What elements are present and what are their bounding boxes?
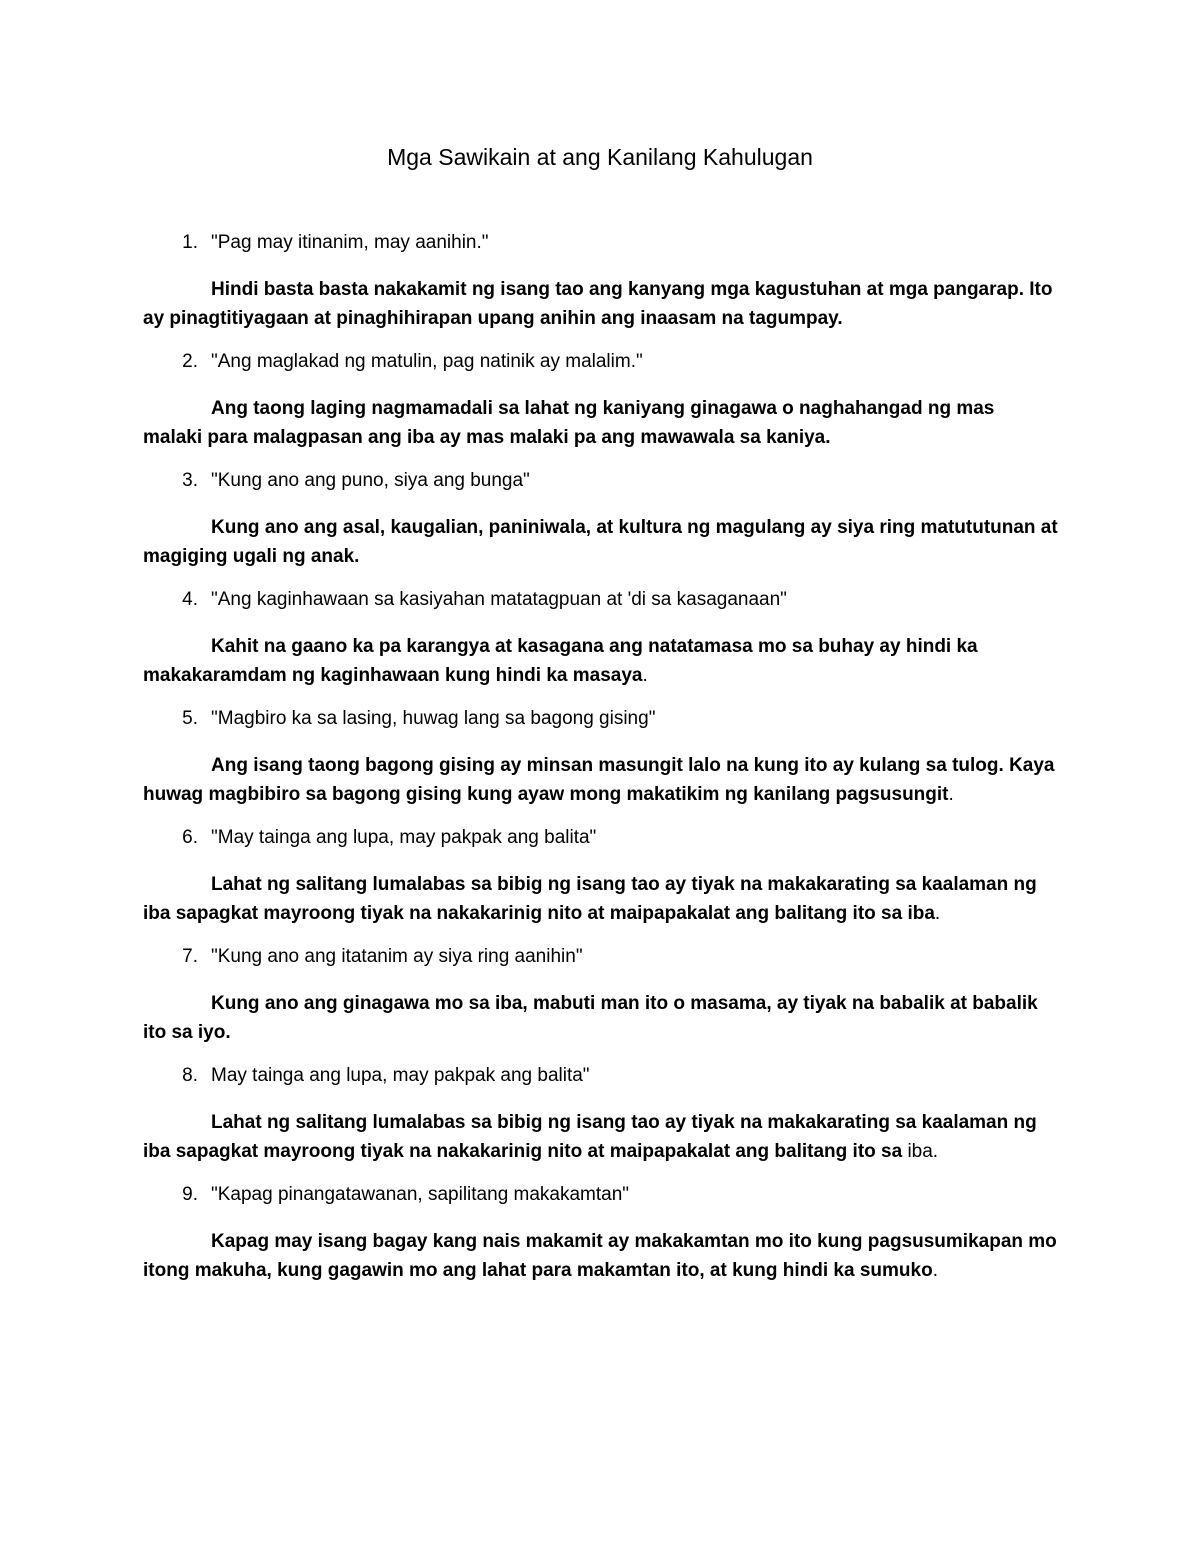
meaning-body: Kahit na gaano ka pa karangya at kasagana ang natatamasa mo sa buhay ay hindi ka makakaramdam ng kaginhawaan kung hindi ka masaya xyxy=(143,636,978,686)
list-item xyxy=(0,1180,1200,1285)
item-number: 7. xyxy=(182,946,198,967)
saying-text: "Kung ano ang itatanim ay siya ring aanihin" xyxy=(211,946,583,967)
saying-row xyxy=(0,1180,1200,1210)
meaning-tail: iba. xyxy=(902,1141,939,1162)
meaning-tail: . xyxy=(932,1260,938,1281)
saying-row xyxy=(0,347,1200,377)
meaning-body: Hindi basta basta nakakamit ng isang tao ang kanyang mga kagustuhan at mga pangarap. Ito ay pinagtitiyagaan at pinaghihirapan upang anihin ang inaasam na tagumpay. xyxy=(143,279,1053,329)
sayings-list xyxy=(0,228,1200,1285)
list-item xyxy=(0,347,1200,452)
item-number: 9. xyxy=(182,1184,198,1205)
saying-row xyxy=(0,1061,1200,1091)
meaning-tail: . xyxy=(642,665,648,686)
meaning-text xyxy=(0,1227,1058,1285)
item-number: 3. xyxy=(182,470,198,491)
meaning-text xyxy=(0,275,1058,333)
list-item xyxy=(0,942,1200,1047)
meaning-text xyxy=(0,513,1058,571)
saying-row xyxy=(0,823,1200,853)
item-number: 2. xyxy=(182,351,198,372)
item-number: 5. xyxy=(182,708,198,729)
meaning-text xyxy=(0,870,1058,928)
item-number: 4. xyxy=(182,589,198,610)
item-number: 8. xyxy=(182,1065,198,1086)
saying-text: "Ang kaginhawaan sa kasiyahan matatagpuan at 'di sa kasaganaan" xyxy=(211,589,787,610)
saying-text: "Magbiro ka sa lasing, huwag lang sa bagong gising" xyxy=(211,708,656,729)
list-item xyxy=(0,585,1200,690)
meaning-text xyxy=(0,751,1058,809)
meaning-body: Kung ano ang asal, kaugalian, paniniwala, at kultura ng magulang ay siya ring matututunan at magiging ugali ng anak. xyxy=(143,517,1058,567)
meaning-body: Ang isang taong bagong gising ay minsan masungit lalo na kung ito ay kulang sa tulog. Kaya huwag magbibiro sa bagong gising kung ayaw mong makatikim ng kanilang pagsusungit xyxy=(143,755,1055,805)
meaning-body: Kung ano ang ginagawa mo sa iba, mabuti man ito o masama, ay tiyak na babalik at babalik ito sa iyo. xyxy=(143,993,1038,1043)
meaning-text xyxy=(0,989,1058,1047)
list-item xyxy=(0,704,1200,809)
meaning-text xyxy=(0,1108,1058,1166)
meaning-text xyxy=(0,394,1058,452)
meaning-body: Lahat ng salitang lumalabas sa bibig ng isang tao ay tiyak na makakarating sa kaalaman ng iba sapagkat mayroong tiyak na nakakarinig nito at maipapakalat ang balitang ito sa iba xyxy=(143,874,1037,924)
page-title: Mga Sawikain at ang Kanilang Kahulugan xyxy=(387,144,813,170)
meaning-body: Lahat ng salitang lumalabas sa bibig ng isang tao ay tiyak na makakarating sa kaalaman ng iba sapagkat mayroong tiyak na nakakarinig nito at maipapakalat ang balitang ito sa xyxy=(143,1112,1037,1162)
saying-text: "Kung ano ang puno, siya ang bunga" xyxy=(211,470,530,491)
meaning-body: Ang taong laging nagmamadali sa lahat ng kaniyang ginagawa o naghahangad ng mas malaki para malagpasan ang iba ay mas malaki pa ang mawawala sa kaniya. xyxy=(143,398,995,448)
saying-row xyxy=(0,942,1200,972)
saying-text: "May tainga ang lupa, may pakpak ang balita" xyxy=(211,827,597,848)
item-number: 6. xyxy=(182,827,198,848)
item-number: 1. xyxy=(182,232,198,253)
saying-row xyxy=(0,228,1200,258)
list-item xyxy=(0,1061,1200,1166)
saying-row xyxy=(0,704,1200,734)
meaning-text xyxy=(0,632,1058,690)
meaning-body: Kapag may isang bagay kang nais makamit ay makakamtan mo ito kung pagsusumikapan mo itong makuha, kung gagawin mo ang lahat para makamtan ito, at kung hindi ka sumuko xyxy=(143,1231,1057,1281)
saying-row xyxy=(0,585,1200,615)
saying-text: "Pag may itinanim, may aanihin." xyxy=(211,232,489,253)
list-item xyxy=(0,228,1200,333)
saying-text: "Ang maglakad ng matulin, pag natinik ay malalim." xyxy=(211,351,643,372)
list-item xyxy=(0,466,1200,571)
meaning-tail: . xyxy=(948,784,954,805)
list-item xyxy=(0,823,1200,928)
meaning-tail: . xyxy=(934,903,941,924)
saying-text: May tainga ang lupa, may pakpak ang balita" xyxy=(211,1065,590,1086)
saying-text: "Kapag pinangatawanan, sapilitang makakamtan" xyxy=(211,1184,630,1205)
saying-row xyxy=(0,466,1200,496)
